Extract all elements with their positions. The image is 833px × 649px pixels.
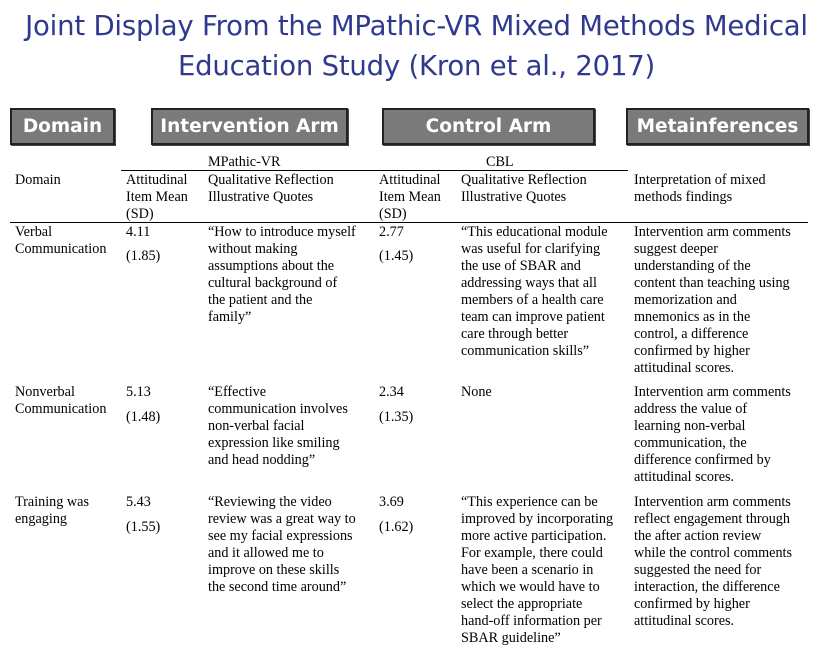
row-domain: Verbal Communication: [15, 224, 107, 257]
intervention-sd: (1.85): [126, 248, 161, 264]
metainference-text: Intervention arm comments suggest deeper understanding of the content than teaching using memorization and mnemonics as in the control, a difference confirmed by higher attitudinal scores.: [634, 224, 791, 376]
intervention-sd: (1.55): [126, 519, 161, 535]
header-bottom-rule: [10, 222, 808, 223]
row-domain: Nonverbal Communication: [15, 384, 107, 417]
control-sd: (1.35): [379, 409, 414, 425]
intervention-mean: 4.11: [126, 224, 151, 240]
metainference-text: Intervention arm comments reflect engagement through the after action review while the control comments suggested the need for interaction, the difference confirmed by higher attitudinal scores.: [634, 494, 792, 629]
control-arm-header-box: Control Arm: [382, 108, 595, 145]
intervention-quote: “Reviewing the video review was a great way to see my facial expressions and it allowed me to improve on these skills the second time around”: [208, 494, 356, 595]
metainferences-header-box: Metainferences: [626, 108, 809, 145]
control-qualitative-header: Qualitative Reflection Illustrative Quotes: [461, 172, 587, 205]
interpretation-header: Interpretation of mixed methods findings: [634, 172, 766, 205]
control-mean: 3.69: [379, 494, 404, 510]
intervention-quote: “How to introduce myself without making assumptions about the cultural background of the patient and the family”: [208, 224, 356, 325]
cbl-label: CBL: [486, 154, 514, 170]
domain-header-box: Domain: [10, 108, 115, 145]
control-group-rule: [376, 170, 628, 171]
slide-title: [0, 6, 833, 86]
control-sd: (1.62): [379, 519, 414, 535]
title-line-2: Education Study (Kron et al., 2017): [177, 50, 656, 82]
control-sd: (1.45): [379, 248, 414, 264]
mpathic-vr-label: MPathic-VR: [208, 154, 281, 170]
control-mean: 2.77: [379, 224, 404, 240]
control-quote: “This educational module was useful for clarifying the use of SBAR and addressing ways that all members of a health care team can improve patient care through better communication skills”: [461, 224, 608, 359]
control-quote: None: [461, 384, 492, 400]
intervention-qualitative-header: Qualitative Reflection Illustrative Quotes: [208, 172, 334, 205]
control-quote: “This experience can be improved by incorporating more active participation. For example, there could have been a scenario in which we would have to select the appropriate hand-off information per SBAR guideline”: [461, 494, 614, 646]
control-mean: 2.34: [379, 384, 404, 400]
intervention-mean: 5.43: [126, 494, 151, 510]
intervention-sd: (1.48): [126, 409, 161, 425]
metainference-text: Intervention arm comments address the value of learning non-verbal communication, the difference confirmed by attitudinal scores.: [634, 384, 791, 485]
title-line-1: Joint Display From the MPathic-VR Mixed Methods Medical: [25, 10, 808, 42]
intervention-mean: 5.13: [126, 384, 151, 400]
domain-column-header: Domain: [15, 172, 61, 188]
row-domain: Training was engaging: [15, 494, 89, 527]
intervention-attitudinal-header: Attitudinal Item Mean (SD): [126, 172, 188, 222]
control-attitudinal-header: Attitudinal Item Mean (SD): [379, 172, 441, 222]
intervention-group-rule: [121, 170, 376, 171]
intervention-quote: “Effective communication involves non-verbal facial expression like smiling and head nodding”: [208, 384, 348, 468]
intervention-arm-header-box: Intervention Arm: [151, 108, 348, 145]
